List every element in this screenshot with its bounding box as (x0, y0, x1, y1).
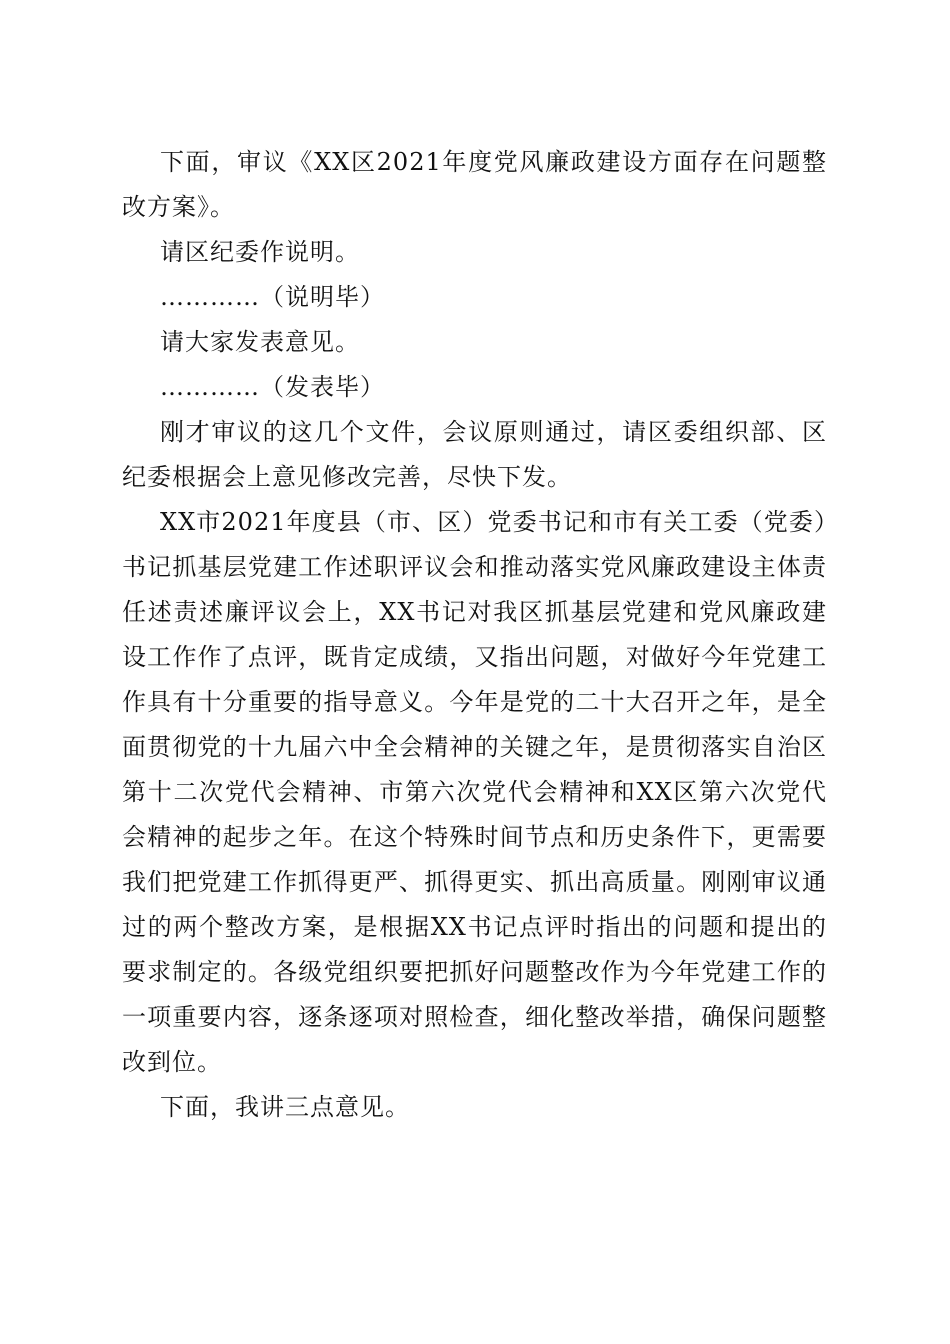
paragraph-review-plan: 下面，审议《XX区2021年度党风廉政建设方面存在问题整改方案》。 (122, 148, 827, 221)
paragraph-opinions-done: …………（发表毕） (160, 373, 385, 401)
document-page (122, 140, 827, 1130)
paragraph-approval: 刚才审议的这几个文件，会议原则通过，请区委组织部、区纪委根据会上意见修改完善，尽快下发。 (122, 418, 827, 491)
paragraph-three-points: 下面，我讲三点意见。 (160, 1093, 410, 1121)
paragraph-explanation-done: …………（说明毕） (160, 283, 385, 311)
paragraph-request-explanation: 请区纪委作说明。 (160, 238, 360, 266)
paragraph-request-opinions: 请大家发表意见。 (160, 328, 360, 356)
paragraph-main-body: XX市2021年度县（市、区）党委书记和市有关工委（党委）书记抓基层党建工作述职评议会和推动落实党风廉政建设主体责任述责述廉评议会上，XX书记对我区抓基层党建和党风廉政建设工作作了点评，既肯定成绩，又指出问题，对做好今年党建工作具有十分重要的指导意义。今年是党的二十大召开之年，是全面贯彻党的十九届六中全会精神的关键之年，是贯彻落实自治区第十二次党代会精神、市第六次党代会精神和XX区第六次党代会精神的起步之年。在这个特殊时间节点和历史条件下，更需要我们把党建工作抓得更严、抓得更实、抓出高质量。刚刚审议通过的两个整改方案，是根据XX书记点评时指出的问题和提出的要求制定的。各级党组织要把抓好问题整改作为今年党建工作的一项重要内容，逐条逐项对照检查，细化整改举措，确保问题整改到位。 (122, 508, 827, 1076)
